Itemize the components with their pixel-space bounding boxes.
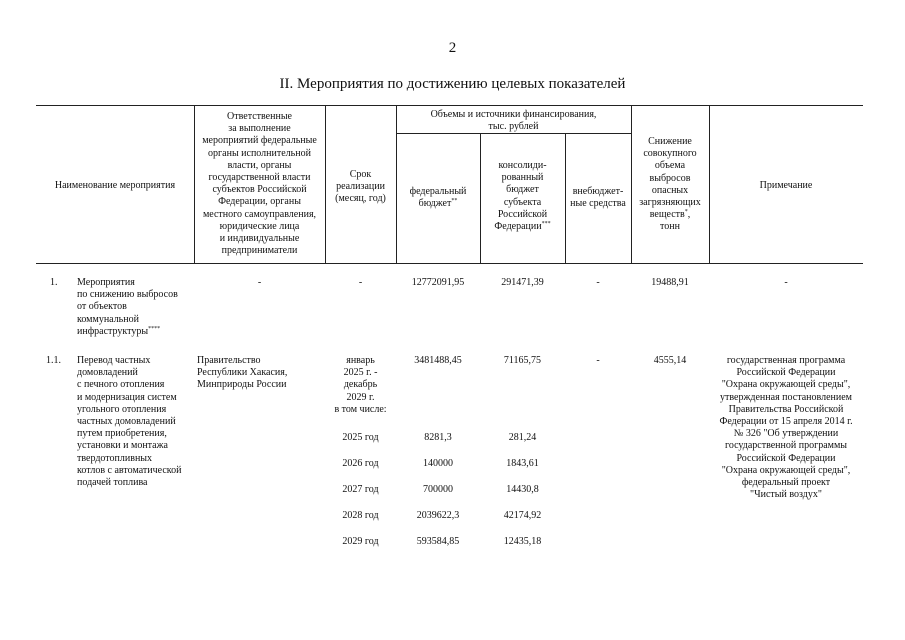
year-row-federal: 2039622,3 [416, 510, 460, 521]
header-bottom-border [36, 263, 863, 264]
header-responsible: Ответственные за выполнение мероприятий федеральные органы исполнительной власти, органы государственной власти субъектов Российской Федерации, органы местного самоуправления, юридические лица и индивидуальные предприниматели [202, 111, 317, 257]
row2-number: 1.1. [46, 355, 61, 366]
section-title: II. Мероприятия по достижению целевых показателей [279, 76, 626, 92]
header-name: Наименование мероприятия [54, 180, 176, 191]
year-row-label: 2025 год [342, 432, 379, 443]
row2-term: январь 2025 г. - декабрь 2029 г. в том числе: [334, 355, 387, 415]
row1-name: Мероприятия по снижению выбросов от объектов коммунальной инфраструктуры**** [77, 277, 178, 337]
row1-responsible: - [257, 277, 262, 288]
year-row-label: 2029 год [342, 536, 379, 547]
row1-term: - [358, 277, 363, 288]
year-row-label: 2027 год [342, 484, 379, 495]
year-row-label: 2028 год [342, 510, 379, 521]
header-emission-reduction: Снижение совокупного объема выбросов опасных загрязняющих веществ*, тонн [639, 136, 701, 233]
year-row-federal: 140000 [423, 458, 453, 469]
row2-extrabudget: - [596, 355, 600, 366]
header-term: Срок реализации (месяц, год) [335, 169, 386, 205]
header-extrabudget: внебюджет- ные средства [570, 186, 626, 210]
header-federal-budget: федеральный бюджет** [409, 186, 467, 210]
header-note: Примечание [759, 180, 813, 191]
year-row-federal: 593584,85 [416, 536, 460, 547]
page-number: 2 [448, 40, 457, 56]
header-consolidated-budget: консолиди- рованный бюджет субъекта Российской Федерации*** [494, 160, 551, 233]
row1-federal: 12772091,95 [411, 277, 465, 288]
row1-consolidated: 291471,39 [501, 277, 544, 288]
row2-responsible: Правительство Республики Хакасия, Минприроды России [197, 355, 288, 391]
year-row-consolidated: 1843,61 [506, 458, 539, 469]
row2-name: Перевод частных домовладений с печного отопления и модернизация систем угольного отопления частных домовладений путем приобретения, установки и монтажа твердотопливных котлов с автоматической подачей топлива [77, 355, 182, 489]
row2-reduction: 4555,14 [653, 355, 687, 366]
year-row-consolidated: 12435,18 [503, 536, 542, 547]
year-row-consolidated: 42174,92 [503, 510, 542, 521]
row2-federal: 3481488,45 [414, 355, 462, 366]
year-row-federal: 8281,3 [424, 432, 452, 443]
year-row-consolidated: 281,24 [508, 432, 537, 443]
header-financing: Объемы и источники финансирования, тыс. рублей [430, 109, 597, 133]
row1-extrabudget: - [596, 277, 600, 288]
year-row-label: 2026 год [342, 458, 379, 469]
year-row-consolidated: 14430,8 [506, 484, 539, 495]
row1-reduction: 19488,91 [651, 277, 689, 288]
row1-note: - [784, 277, 788, 288]
row2-note: государственная программа Российской Федерации "Охрана окружающей среды", утвержденная постановлением Правительства Российской Федерации от 15 апреля 2014 г. № 326 "Об утверждении государственной программы Российской Федерации "Охрана окружающей среды", федеральный проект "Чистый воздух" [719, 355, 853, 501]
row1-number: 1. [50, 277, 58, 288]
row2-consolidated: 71165,75 [503, 355, 542, 366]
table-top-border [36, 105, 863, 106]
year-row-federal: 700000 [423, 484, 453, 495]
